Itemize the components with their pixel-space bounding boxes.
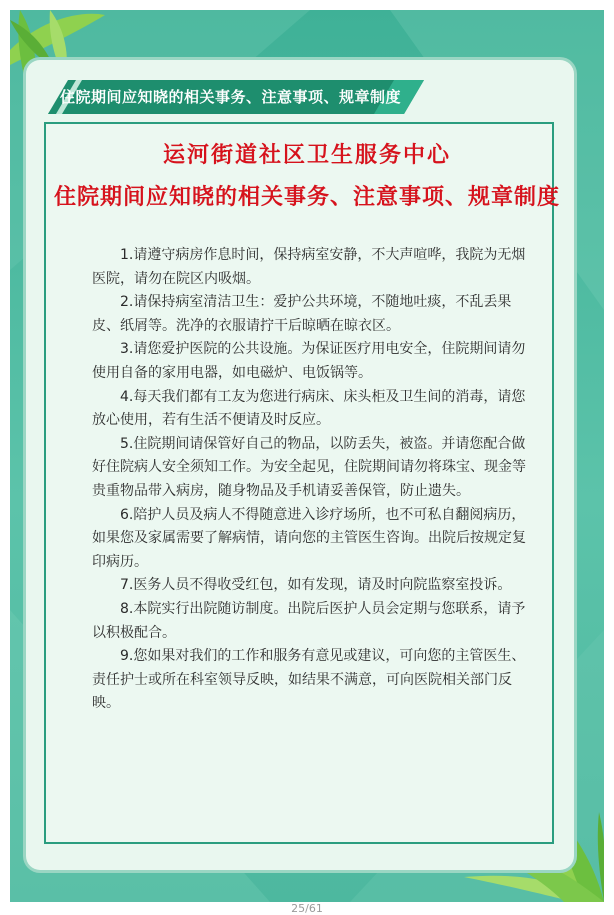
rule-item: 8.本院实行出院随访制度。出院后医护人员会定期与您联系，请予以积极配合。 xyxy=(92,600,526,641)
rule-item: 4.每天我们都有工友为您进行病床、床头柜及卫生间的消毒，请您放心使用，若有生活不便请及时反应。 xyxy=(92,388,526,429)
page-number: 25/61 xyxy=(291,902,323,915)
rule-item: 5.住院期间请保管好自己的物品，以防丢失，被盗。并请您配合做好住院病人安全须知工作。为安全起见，住院期间请勿将珠宝、现金等贵重物品带入病房，随身物品及手机请妥善保管，防止遗失。 xyxy=(92,435,526,499)
rule-item: 9.您如果对我们的工作和服务有意见或建议，可向您的主管医生、责任护士或所在科室领导反映，如结果不满意，可向医院相关部门反映。 xyxy=(92,648,526,712)
rule-item: 1.请遵守病房作息时间，保持病室安静，不大声喧哗，我院为无烟医院，请勿在院区内吸烟。 xyxy=(92,247,526,287)
rule-item: 7.医务人员不得收受红包，如有发现，请及时向院监察室投诉。 xyxy=(120,577,512,594)
rule-item: 3.请您爱护医院的公共设施。为保证医疗用电安全，住院期间请勿使用自备的家用电器，如电磁炉、电饭锅等。 xyxy=(92,341,526,381)
rules-list xyxy=(92,244,532,716)
rule-item: 6.陪护人员及病人不得随意进入诊疗场所，也不可私自翻阅病历，如果您及家属需要了解病情，请向您的主管医生咨询。出院后按规定复印病历。 xyxy=(92,506,526,570)
banner-title: 住院期间应知晓的相关事务、注意事项、规章制度 xyxy=(60,88,402,106)
page-title: 住院期间应知晓的相关事务、注意事项、规章制度 xyxy=(53,185,560,210)
organization-name: 运河街道社区卫生服务中心 xyxy=(162,143,451,168)
rule-item: 2.请保持病室清洁卫生：爱护公共环境，不随地吐痰，不乱丢果皮、纸屑等。洗净的衣服请拧干后晾晒在晾衣区。 xyxy=(92,294,512,334)
